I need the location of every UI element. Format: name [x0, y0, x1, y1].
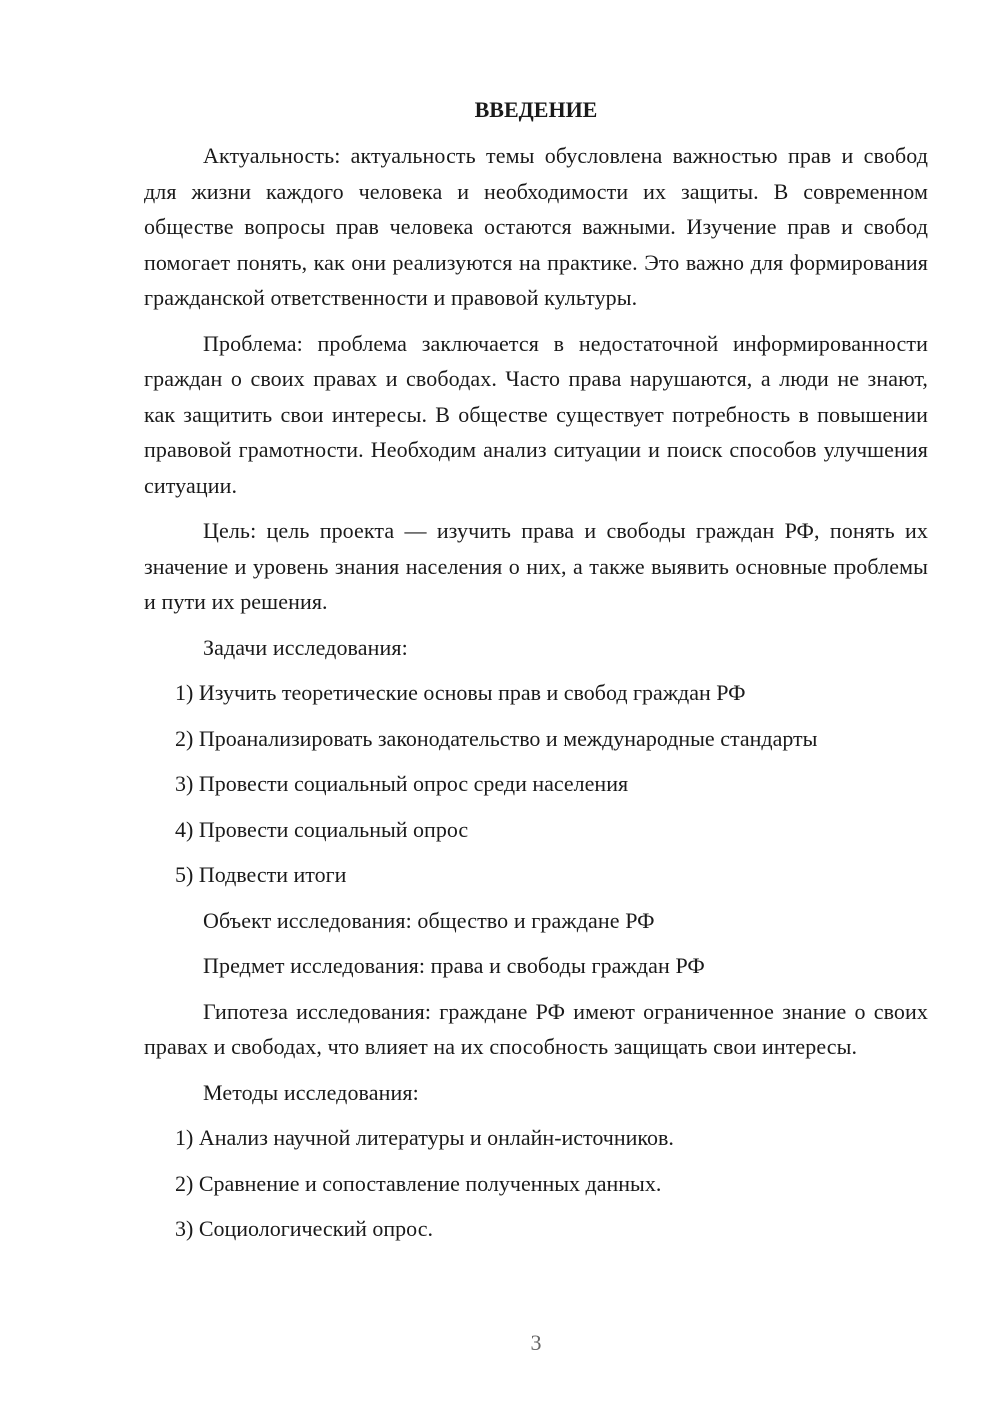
- list-item: 4) Провести социальный опрос: [175, 816, 469, 842]
- list-item: 5) Подвести итоги: [175, 862, 347, 887]
- object-paragraph: Объект исследования: общество и граждане РФ: [203, 907, 655, 933]
- list-item: 3) Социологический опрос.: [175, 1216, 433, 1241]
- list-item: 1) Изучить теоретические основы прав и свобод граждан РФ: [175, 680, 746, 705]
- list-item: 2) Сравнение и сопоставление полученных данных.: [175, 1170, 662, 1196]
- subject-paragraph: Предмет исследования: права и свободы граждан РФ: [203, 953, 705, 978]
- list-item: 1) Анализ научной литературы и онлайн-источников.: [175, 1125, 674, 1150]
- list-item: 3) Провести социальный опрос среди населения: [175, 771, 629, 796]
- relevance-paragraph: Актуальность: актуальность темы обусловлена важностью прав и свобод для жизни каждого человека и необходимости их защиты. В современном обществе вопросы прав человека остаются важными. Изучение прав и свобод помогает понять, как они реализуются на практике. Это важно для формирования гражданской ответственности и правовой культуры.: [144, 143, 928, 310]
- tasks-list: [144, 675, 928, 893]
- tasks-heading: Задачи исследования:: [203, 634, 408, 660]
- page-number: 3: [530, 1330, 542, 1355]
- hypothesis-paragraph: Гипотеза исследования: граждане РФ имеют ограниченное знание о своих правах и свободах, что влияет на их способность защищать свои интересы.: [144, 998, 928, 1059]
- section-title: ВВЕДЕНИЕ: [474, 97, 598, 122]
- goal-paragraph: Цель: цель проекта — изучить права и свободы граждан РФ, понять их значение и уровень знания населения о них, а также выявить основные проблемы и пути их решения.: [144, 518, 928, 614]
- document-page: [144, 90, 928, 1257]
- problem-paragraph: Проблема: проблема заключается в недостаточной информированности граждан о своих правах и свободах. Часто права нарушаются, а люди не знают, как защитить свои интересы. В обществе существует потребность в повышении правовой грамотности. Необходим анализ ситуации и поиск способов улучшения ситуации.: [144, 330, 928, 498]
- list-item: 2) Проанализировать законодательство и международные стандарты: [175, 725, 818, 751]
- methods-heading: Методы исследования:: [203, 1079, 419, 1105]
- methods-list: [144, 1120, 928, 1247]
